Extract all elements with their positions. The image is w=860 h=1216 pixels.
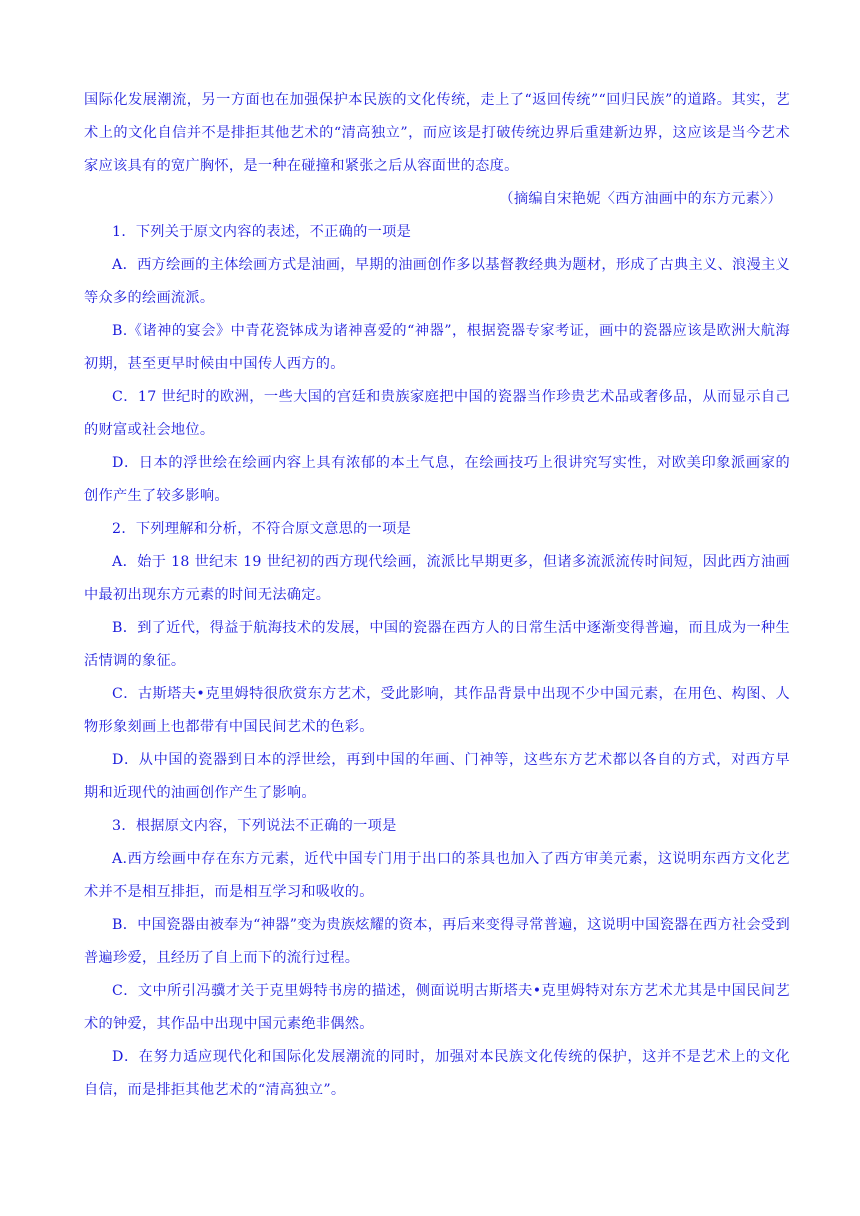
question-3-option-c: C．文中所引冯骥才关于克里姆特书房的描述，侧面说明古斯塔夫•克里姆特对东方艺术尤其是中国民间艺术的钟爱，其作品中出现中国元素绝非偶然。: [84, 983, 790, 1032]
question-2-option-d: D．从中国的瓷器到日本的浮世绘，再到中国的年画、门神等，这些东方艺术都以各自的方式，对西方早期和近现代的油画创作产生了影响。: [84, 752, 790, 801]
question-2-option-c: C．古斯塔夫•克里姆特很欣赏东方艺术，受此影响，其作品背景中出现不少中国元素，在用色、构图、人物形象刻画上也都带有中国民间艺术的色彩。: [84, 686, 790, 735]
question-3-option-a: A.西方绘画中存在东方元素，近代中国专门用于出口的茶具也加入了西方审美元素，这说明东西方文化艺术并不是相互排拒，而是相互学习和吸收的。: [84, 851, 790, 900]
question-1-stem: 1．下列关于原文内容的表述，不正确的一项是: [112, 224, 412, 240]
question-2-option-a: A．始于 18 世纪末 19 世纪初的西方现代绘画，流派比早期更多，但诸多流派流传时间短，因此西方油画中最初出现东方元素的时间无法确定。: [84, 554, 790, 603]
question-3-stem: 3．根据原文内容，下列说法不正确的一项是: [112, 818, 397, 834]
question-2-stem: 2．下列理解和分析，不符合原文意思的一项是: [112, 521, 412, 537]
question-1-option-b: B.《诸神的宴会》中青花瓷钵成为诸神喜爱的“神器”，根据瓷器专家考证，画中的瓷器应该是欧洲大航海初期，甚至更早时候由中国传人西方的。: [84, 323, 790, 372]
exam-page: [84, 84, 790, 1107]
question-1-option-c: C．17 世纪时的欧洲，一些大国的宫廷和贵族家庭把中国的瓷器当作珍贵艺术品或奢侈品，从而显示自己的财富或社会地位。: [84, 389, 790, 438]
question-2-option-b: B．到了近代，得益于航海技术的发展，中国的瓷器在西方人的日常生活中逐渐变得普遍，而且成为一种生活情调的象征。: [84, 620, 790, 669]
question-3-option-b: B．中国瓷器由被奉为“神器”变为贵族炫耀的资本，再后来变得寻常普遍，这说明中国瓷器在西方社会受到普遍珍爱，且经历了自上而下的流行过程。: [84, 917, 790, 966]
passage-closing-paragraph: 国际化发展潮流，另一方面也在加强保护本民族的文化传统，走上了“返回传统”“回归民族”的道路。其实，艺术上的文化自信并不是排拒其他艺术的“清高独立”，而应该是打破传统边界后重建新边界，这应该是当今艺术家应该具有的宽广胸怀，是一种在碰撞和紧张之后从容面世的态度。: [84, 92, 790, 174]
passage-source-citation: （摘编自宋艳妮〈西方油画中的东方元素〉）: [499, 191, 782, 207]
question-3-option-d: D．在努力适应现代化和国际化发展潮流的同时，加强对本民族文化传统的保护，这并不是艺术上的文化自信，而是排拒其他艺术的“清高独立”。: [84, 1049, 790, 1098]
question-1-option-a: A．西方绘画的主体绘画方式是油画，早期的油画创作多以基督教经典为题材，形成了古典主义、浪漫主义等众多的绘画流派。: [84, 257, 790, 306]
question-1-option-d: D．日本的浮世绘在绘画内容上具有浓郁的本土气息，在绘画技巧上很讲究写实性，对欧美印象派画家的创作产生了较多影响。: [84, 455, 790, 504]
